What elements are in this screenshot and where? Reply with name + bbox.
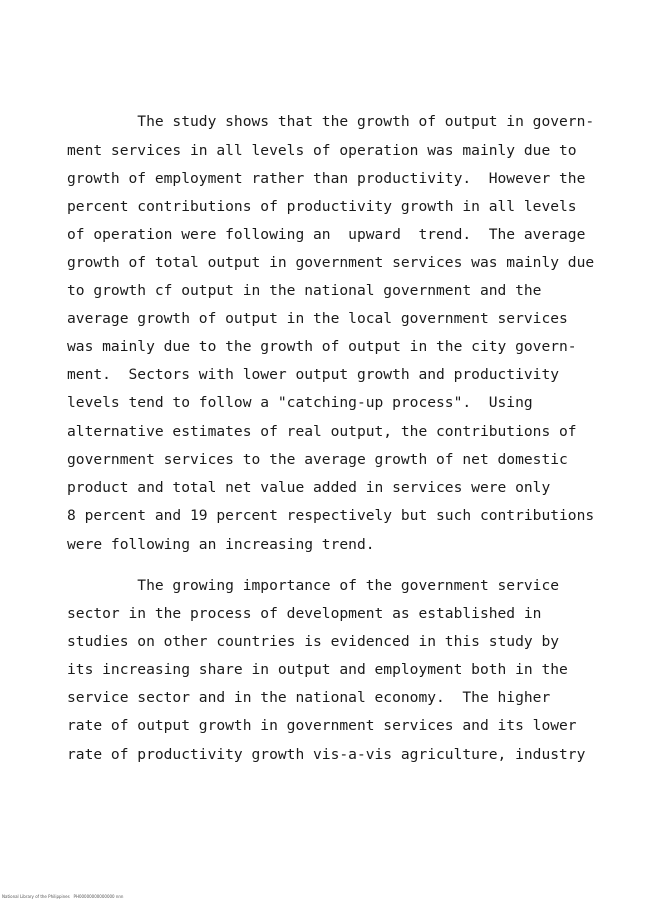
paragraph-2-line-6: rate of output growth in government services and its lower: [67, 717, 577, 734]
paragraph-1-line-1: The study shows that the growth of output in govern-: [67, 113, 595, 130]
paragraph-1-line-11: levels tend to follow a "catching-up process". Using: [67, 394, 533, 411]
paragraph-1-line-13: government services to the average growth of net domestic: [67, 451, 568, 468]
paragraph-1-line-3: growth of employment rather than productivity. However the: [67, 170, 586, 187]
paragraph-2-line-1: The growing importance of the government service: [67, 577, 560, 594]
paragraph-2-line-7: rate of productivity growth vis-a-vis agriculture, industry: [67, 746, 586, 763]
paragraph-1-line-10: ment. Sectors with lower output growth and productivity: [67, 366, 560, 383]
paragraph-1-line-16: were following an increasing trend.: [67, 536, 375, 553]
paragraph-2-line-2: sector in the process of development as established in: [67, 605, 542, 622]
paragraph-2-line-5: service sector and in the national economy. The higher: [67, 689, 551, 706]
paragraph-1-line-9: was mainly due to the growth of output in the city govern-: [67, 338, 577, 355]
paragraph-1-line-14: product and total net value added in services were only: [67, 479, 551, 496]
paragraph-1-line-4: percent contributions of productivity growth in all levels: [67, 198, 577, 215]
paragraph-1-line-15: 8 percent and 19 percent respectively but such contributions: [67, 507, 595, 524]
paragraph-1-line-12: alternative estimates of real output, the contributions of: [67, 423, 577, 440]
paragraph-2-line-4: its increasing share in output and employment both in the: [67, 661, 568, 678]
paragraph-1-line-5: of operation were following an upward trend. The average: [67, 226, 586, 243]
scan-footer-watermark: National Library of the Philippines PH00000000000000 nnn: [2, 894, 124, 899]
paragraph-1-line-2: ment services in all levels of operation was mainly due to: [67, 142, 577, 159]
paragraph-1-line-7: to growth cf output in the national government and the: [67, 282, 542, 299]
paragraph-1-line-6: growth of total output in government services was mainly due: [67, 254, 595, 271]
paragraph-1-line-8: average growth of output in the local government services: [67, 310, 568, 327]
paragraph-2-line-3: studies on other countries is evidenced in this study by: [67, 633, 560, 650]
